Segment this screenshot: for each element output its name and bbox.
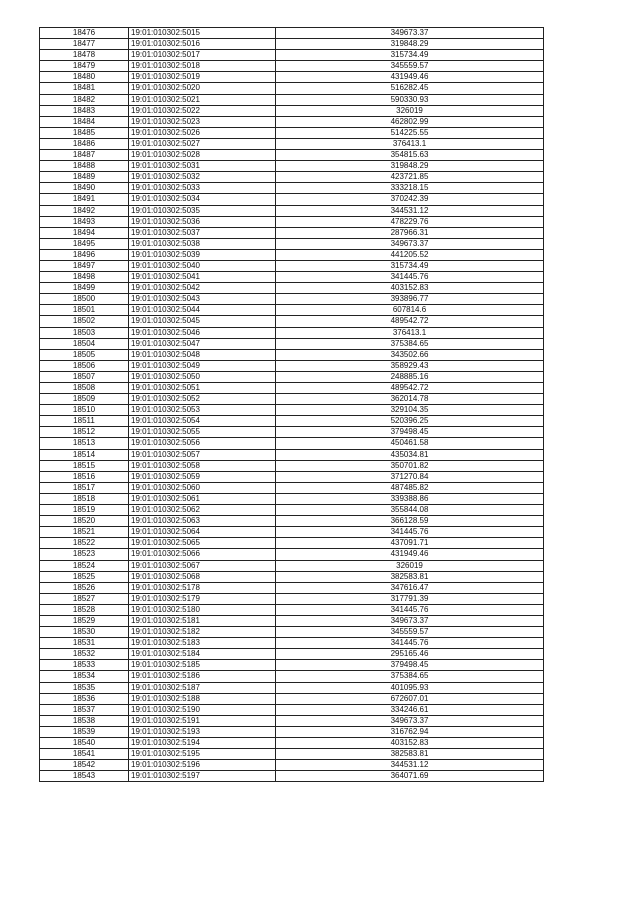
table-row bbox=[40, 738, 544, 749]
cadastral-number-cell: 19:01:010302:5066 bbox=[129, 549, 276, 560]
table-row bbox=[40, 715, 544, 726]
table-row bbox=[40, 693, 544, 704]
value-cell: 355844.08 bbox=[276, 505, 544, 516]
value-cell: 489542.72 bbox=[276, 316, 544, 327]
row-number-cell: 18501 bbox=[40, 305, 129, 316]
value-cell: 489542.72 bbox=[276, 383, 544, 394]
table-row bbox=[40, 560, 544, 571]
cadastral-number-cell: 19:01:010302:5062 bbox=[129, 505, 276, 516]
table-row bbox=[40, 593, 544, 604]
row-number-cell: 18479 bbox=[40, 61, 129, 72]
row-number-cell: 18505 bbox=[40, 349, 129, 360]
row-number-cell: 18493 bbox=[40, 216, 129, 227]
table-row bbox=[40, 105, 544, 116]
cadastral-number-cell: 19:01:010302:5023 bbox=[129, 116, 276, 127]
cadastral-number-cell: 19:01:010302:5181 bbox=[129, 615, 276, 626]
value-cell: 317791.39 bbox=[276, 593, 544, 604]
table-row bbox=[40, 638, 544, 649]
table-row bbox=[40, 349, 544, 360]
value-cell: 607814.6 bbox=[276, 305, 544, 316]
value-cell: 370242.39 bbox=[276, 194, 544, 205]
row-number-cell: 18536 bbox=[40, 693, 129, 704]
value-cell: 376413.1 bbox=[276, 327, 544, 338]
row-number-cell: 18490 bbox=[40, 183, 129, 194]
table-row bbox=[40, 183, 544, 194]
value-cell: 341445.76 bbox=[276, 638, 544, 649]
value-cell: 364071.69 bbox=[276, 771, 544, 782]
table-row bbox=[40, 549, 544, 560]
value-cell: 319848.29 bbox=[276, 161, 544, 172]
table-row bbox=[40, 260, 544, 271]
value-cell: 375384.65 bbox=[276, 338, 544, 349]
value-cell: 315734.49 bbox=[276, 50, 544, 61]
table-row bbox=[40, 627, 544, 638]
value-cell: 379498.45 bbox=[276, 660, 544, 671]
table-row bbox=[40, 660, 544, 671]
table-row bbox=[40, 327, 544, 338]
table-row bbox=[40, 272, 544, 283]
value-cell: 431949.46 bbox=[276, 72, 544, 83]
table-row bbox=[40, 127, 544, 138]
table-row bbox=[40, 582, 544, 593]
value-cell: 379498.45 bbox=[276, 427, 544, 438]
cadastral-number-cell: 19:01:010302:5063 bbox=[129, 516, 276, 527]
value-cell: 371270.84 bbox=[276, 471, 544, 482]
cadastral-number-cell: 19:01:010302:5187 bbox=[129, 682, 276, 693]
cadastral-value-table bbox=[39, 27, 544, 782]
table-row bbox=[40, 39, 544, 50]
table-row bbox=[40, 216, 544, 227]
value-cell: 478229.76 bbox=[276, 216, 544, 227]
table-row bbox=[40, 604, 544, 615]
table-row bbox=[40, 405, 544, 416]
row-number-cell: 18498 bbox=[40, 272, 129, 283]
cadastral-number-cell: 19:01:010302:5035 bbox=[129, 205, 276, 216]
row-number-cell: 18504 bbox=[40, 338, 129, 349]
value-cell: 345559.57 bbox=[276, 627, 544, 638]
row-number-cell: 18524 bbox=[40, 560, 129, 571]
value-cell: 349673.37 bbox=[276, 615, 544, 626]
value-cell: 435034.81 bbox=[276, 449, 544, 460]
cadastral-number-cell: 19:01:010302:5017 bbox=[129, 50, 276, 61]
row-number-cell: 18485 bbox=[40, 127, 129, 138]
cadastral-number-cell: 19:01:010302:5042 bbox=[129, 283, 276, 294]
value-cell: 341445.76 bbox=[276, 527, 544, 538]
value-cell: 590330.93 bbox=[276, 94, 544, 105]
table-row bbox=[40, 205, 544, 216]
table-row bbox=[40, 138, 544, 149]
row-number-cell: 18512 bbox=[40, 427, 129, 438]
row-number-cell: 18516 bbox=[40, 471, 129, 482]
table-row bbox=[40, 416, 544, 427]
value-cell: 341445.76 bbox=[276, 272, 544, 283]
value-cell: 349673.37 bbox=[276, 238, 544, 249]
value-cell: 366128.59 bbox=[276, 516, 544, 527]
table-row bbox=[40, 371, 544, 382]
value-cell: 345559.57 bbox=[276, 61, 544, 72]
value-cell: 437091.71 bbox=[276, 538, 544, 549]
cadastral-number-cell: 19:01:010302:5055 bbox=[129, 427, 276, 438]
row-number-cell: 18494 bbox=[40, 227, 129, 238]
value-cell: 358929.43 bbox=[276, 360, 544, 371]
cadastral-number-cell: 19:01:010302:5179 bbox=[129, 593, 276, 604]
cadastral-number-cell: 19:01:010302:5043 bbox=[129, 294, 276, 305]
row-number-cell: 18492 bbox=[40, 205, 129, 216]
value-cell: 344531.12 bbox=[276, 205, 544, 216]
value-cell: 516282.45 bbox=[276, 83, 544, 94]
row-number-cell: 18477 bbox=[40, 39, 129, 50]
cadastral-number-cell: 19:01:010302:5051 bbox=[129, 383, 276, 394]
row-number-cell: 18518 bbox=[40, 493, 129, 504]
cadastral-number-cell: 19:01:010302:5027 bbox=[129, 138, 276, 149]
row-number-cell: 18488 bbox=[40, 161, 129, 172]
table-row bbox=[40, 471, 544, 482]
value-cell: 333218.15 bbox=[276, 183, 544, 194]
cadastral-number-cell: 19:01:010302:5015 bbox=[129, 28, 276, 39]
cadastral-number-cell: 19:01:010302:5056 bbox=[129, 438, 276, 449]
value-cell: 329104.35 bbox=[276, 405, 544, 416]
row-number-cell: 18491 bbox=[40, 194, 129, 205]
cadastral-number-cell: 19:01:010302:5047 bbox=[129, 338, 276, 349]
table-row bbox=[40, 249, 544, 260]
row-number-cell: 18499 bbox=[40, 283, 129, 294]
cadastral-number-cell: 19:01:010302:5031 bbox=[129, 161, 276, 172]
value-cell: 339388.86 bbox=[276, 493, 544, 504]
cadastral-number-cell: 19:01:010302:5190 bbox=[129, 704, 276, 715]
cadastral-number-cell: 19:01:010302:5068 bbox=[129, 571, 276, 582]
table-row bbox=[40, 682, 544, 693]
row-number-cell: 18529 bbox=[40, 615, 129, 626]
value-cell: 287966.31 bbox=[276, 227, 544, 238]
table-row bbox=[40, 194, 544, 205]
cadastral-number-cell: 19:01:010302:5040 bbox=[129, 260, 276, 271]
row-number-cell: 18530 bbox=[40, 627, 129, 638]
row-number-cell: 18528 bbox=[40, 604, 129, 615]
row-number-cell: 18517 bbox=[40, 482, 129, 493]
cadastral-number-cell: 19:01:010302:5180 bbox=[129, 604, 276, 615]
row-number-cell: 18486 bbox=[40, 138, 129, 149]
cadastral-number-cell: 19:01:010302:5183 bbox=[129, 638, 276, 649]
cadastral-number-cell: 19:01:010302:5036 bbox=[129, 216, 276, 227]
cadastral-number-cell: 19:01:010302:5032 bbox=[129, 172, 276, 183]
value-cell: 520396.25 bbox=[276, 416, 544, 427]
cadastral-number-cell: 19:01:010302:5020 bbox=[129, 83, 276, 94]
cadastral-number-cell: 19:01:010302:5050 bbox=[129, 371, 276, 382]
cadastral-number-cell: 19:01:010302:5049 bbox=[129, 360, 276, 371]
table-row bbox=[40, 749, 544, 760]
row-number-cell: 18509 bbox=[40, 394, 129, 405]
cadastral-number-cell: 19:01:010302:5065 bbox=[129, 538, 276, 549]
table-row bbox=[40, 294, 544, 305]
value-cell: 403152.83 bbox=[276, 738, 544, 749]
cadastral-number-cell: 19:01:010302:5064 bbox=[129, 527, 276, 538]
value-cell: 326019 bbox=[276, 560, 544, 571]
value-cell: 248885.16 bbox=[276, 371, 544, 382]
cadastral-number-cell: 19:01:010302:5026 bbox=[129, 127, 276, 138]
row-number-cell: 18489 bbox=[40, 172, 129, 183]
cadastral-number-cell: 19:01:010302:5021 bbox=[129, 94, 276, 105]
table-row bbox=[40, 760, 544, 771]
row-number-cell: 18481 bbox=[40, 83, 129, 94]
value-cell: 350701.82 bbox=[276, 460, 544, 471]
table-row bbox=[40, 427, 544, 438]
table-row bbox=[40, 493, 544, 504]
cadastral-number-cell: 19:01:010302:5045 bbox=[129, 316, 276, 327]
table-row bbox=[40, 172, 544, 183]
cadastral-number-cell: 19:01:010302:5016 bbox=[129, 39, 276, 50]
row-number-cell: 18500 bbox=[40, 294, 129, 305]
row-number-cell: 18497 bbox=[40, 260, 129, 271]
row-number-cell: 18539 bbox=[40, 726, 129, 737]
value-cell: 375384.65 bbox=[276, 671, 544, 682]
cadastral-number-cell: 19:01:010302:5046 bbox=[129, 327, 276, 338]
table-row bbox=[40, 83, 544, 94]
row-number-cell: 18495 bbox=[40, 238, 129, 249]
row-number-cell: 18543 bbox=[40, 771, 129, 782]
table-row bbox=[40, 316, 544, 327]
value-cell: 341445.76 bbox=[276, 604, 544, 615]
cadastral-number-cell: 19:01:010302:5193 bbox=[129, 726, 276, 737]
table-row bbox=[40, 482, 544, 493]
cadastral-number-cell: 19:01:010302:5060 bbox=[129, 482, 276, 493]
value-cell: 334246.61 bbox=[276, 704, 544, 715]
row-number-cell: 18535 bbox=[40, 682, 129, 693]
row-number-cell: 18537 bbox=[40, 704, 129, 715]
table-row bbox=[40, 438, 544, 449]
value-cell: 450461.58 bbox=[276, 438, 544, 449]
table-row bbox=[40, 283, 544, 294]
cadastral-number-cell: 19:01:010302:5037 bbox=[129, 227, 276, 238]
row-number-cell: 18482 bbox=[40, 94, 129, 105]
table-row bbox=[40, 150, 544, 161]
cadastral-number-cell: 19:01:010302:5028 bbox=[129, 150, 276, 161]
row-number-cell: 18531 bbox=[40, 638, 129, 649]
value-cell: 403152.83 bbox=[276, 283, 544, 294]
table-row bbox=[40, 238, 544, 249]
row-number-cell: 18526 bbox=[40, 582, 129, 593]
table-row bbox=[40, 704, 544, 715]
table-row bbox=[40, 649, 544, 660]
value-cell: 423721.85 bbox=[276, 172, 544, 183]
cadastral-number-cell: 19:01:010302:5022 bbox=[129, 105, 276, 116]
value-cell: 487485.82 bbox=[276, 482, 544, 493]
row-number-cell: 18476 bbox=[40, 28, 129, 39]
value-cell: 344531.12 bbox=[276, 760, 544, 771]
value-cell: 349673.37 bbox=[276, 28, 544, 39]
table-row bbox=[40, 505, 544, 516]
cadastral-number-cell: 19:01:010302:5018 bbox=[129, 61, 276, 72]
row-number-cell: 18508 bbox=[40, 383, 129, 394]
row-number-cell: 18484 bbox=[40, 116, 129, 127]
row-number-cell: 18506 bbox=[40, 360, 129, 371]
row-number-cell: 18510 bbox=[40, 405, 129, 416]
value-cell: 441205.52 bbox=[276, 249, 544, 260]
value-cell: 354815.63 bbox=[276, 150, 544, 161]
row-number-cell: 18513 bbox=[40, 438, 129, 449]
cadastral-number-cell: 19:01:010302:5184 bbox=[129, 649, 276, 660]
table-row bbox=[40, 571, 544, 582]
value-cell: 672607.01 bbox=[276, 693, 544, 704]
cadastral-number-cell: 19:01:010302:5057 bbox=[129, 449, 276, 460]
cadastral-number-cell: 19:01:010302:5191 bbox=[129, 715, 276, 726]
value-cell: 319848.29 bbox=[276, 39, 544, 50]
value-cell: 431949.46 bbox=[276, 549, 544, 560]
row-number-cell: 18521 bbox=[40, 527, 129, 538]
cadastral-number-cell: 19:01:010302:5034 bbox=[129, 194, 276, 205]
value-cell: 349673.37 bbox=[276, 715, 544, 726]
table-row bbox=[40, 527, 544, 538]
cadastral-number-cell: 19:01:010302:5061 bbox=[129, 493, 276, 504]
table-row bbox=[40, 305, 544, 316]
value-cell: 376413.1 bbox=[276, 138, 544, 149]
value-cell: 343502.66 bbox=[276, 349, 544, 360]
cadastral-number-cell: 19:01:010302:5054 bbox=[129, 416, 276, 427]
cadastral-number-cell: 19:01:010302:5178 bbox=[129, 582, 276, 593]
table-row bbox=[40, 161, 544, 172]
row-number-cell: 18541 bbox=[40, 749, 129, 760]
row-number-cell: 18519 bbox=[40, 505, 129, 516]
row-number-cell: 18511 bbox=[40, 416, 129, 427]
value-cell: 514225.55 bbox=[276, 127, 544, 138]
row-number-cell: 18533 bbox=[40, 660, 129, 671]
cadastral-number-cell: 19:01:010302:5048 bbox=[129, 349, 276, 360]
cadastral-number-cell: 19:01:010302:5186 bbox=[129, 671, 276, 682]
row-number-cell: 18542 bbox=[40, 760, 129, 771]
row-number-cell: 18487 bbox=[40, 150, 129, 161]
table-row bbox=[40, 227, 544, 238]
cadastral-number-cell: 19:01:010302:5197 bbox=[129, 771, 276, 782]
row-number-cell: 18503 bbox=[40, 327, 129, 338]
cadastral-number-cell: 19:01:010302:5041 bbox=[129, 272, 276, 283]
value-cell: 401095.93 bbox=[276, 682, 544, 693]
cadastral-number-cell: 19:01:010302:5059 bbox=[129, 471, 276, 482]
row-number-cell: 18478 bbox=[40, 50, 129, 61]
cadastral-number-cell: 19:01:010302:5185 bbox=[129, 660, 276, 671]
table-row bbox=[40, 771, 544, 782]
table-row bbox=[40, 460, 544, 471]
value-cell: 462802.99 bbox=[276, 116, 544, 127]
row-number-cell: 18520 bbox=[40, 516, 129, 527]
cadastral-number-cell: 19:01:010302:5182 bbox=[129, 627, 276, 638]
row-number-cell: 18525 bbox=[40, 571, 129, 582]
cadastral-number-cell: 19:01:010302:5039 bbox=[129, 249, 276, 260]
table-row bbox=[40, 383, 544, 394]
table-row bbox=[40, 538, 544, 549]
row-number-cell: 18483 bbox=[40, 105, 129, 116]
cadastral-number-cell: 19:01:010302:5067 bbox=[129, 560, 276, 571]
table-row bbox=[40, 516, 544, 527]
value-cell: 393896.77 bbox=[276, 294, 544, 305]
value-cell: 362014.78 bbox=[276, 394, 544, 405]
table-row bbox=[40, 28, 544, 39]
cadastral-number-cell: 19:01:010302:5033 bbox=[129, 183, 276, 194]
value-cell: 382583.81 bbox=[276, 749, 544, 760]
cadastral-number-cell: 19:01:010302:5019 bbox=[129, 72, 276, 83]
value-cell: 326019 bbox=[276, 105, 544, 116]
cadastral-number-cell: 19:01:010302:5052 bbox=[129, 394, 276, 405]
table-row bbox=[40, 394, 544, 405]
row-number-cell: 18540 bbox=[40, 738, 129, 749]
table-row bbox=[40, 449, 544, 460]
table-body bbox=[40, 28, 544, 782]
row-number-cell: 18507 bbox=[40, 371, 129, 382]
row-number-cell: 18538 bbox=[40, 715, 129, 726]
table-row bbox=[40, 360, 544, 371]
row-number-cell: 18496 bbox=[40, 249, 129, 260]
table-row bbox=[40, 726, 544, 737]
cadastral-number-cell: 19:01:010302:5038 bbox=[129, 238, 276, 249]
cadastral-number-cell: 19:01:010302:5196 bbox=[129, 760, 276, 771]
value-cell: 315734.49 bbox=[276, 260, 544, 271]
row-number-cell: 18527 bbox=[40, 593, 129, 604]
row-number-cell: 18534 bbox=[40, 671, 129, 682]
value-cell: 316762.94 bbox=[276, 726, 544, 737]
value-cell: 382583.81 bbox=[276, 571, 544, 582]
cadastral-number-cell: 19:01:010302:5188 bbox=[129, 693, 276, 704]
table-row bbox=[40, 94, 544, 105]
cadastral-number-cell: 19:01:010302:5053 bbox=[129, 405, 276, 416]
cadastral-number-cell: 19:01:010302:5194 bbox=[129, 738, 276, 749]
table-row bbox=[40, 615, 544, 626]
row-number-cell: 18480 bbox=[40, 72, 129, 83]
cadastral-number-cell: 19:01:010302:5044 bbox=[129, 305, 276, 316]
cadastral-number-cell: 19:01:010302:5195 bbox=[129, 749, 276, 760]
row-number-cell: 18502 bbox=[40, 316, 129, 327]
table-row bbox=[40, 61, 544, 72]
table-row bbox=[40, 50, 544, 61]
table-row bbox=[40, 116, 544, 127]
table-row bbox=[40, 72, 544, 83]
row-number-cell: 18515 bbox=[40, 460, 129, 471]
value-cell: 347616.47 bbox=[276, 582, 544, 593]
row-number-cell: 18522 bbox=[40, 538, 129, 549]
table-row bbox=[40, 338, 544, 349]
value-cell: 295165.46 bbox=[276, 649, 544, 660]
table-row bbox=[40, 671, 544, 682]
row-number-cell: 18532 bbox=[40, 649, 129, 660]
row-number-cell: 18523 bbox=[40, 549, 129, 560]
cadastral-number-cell: 19:01:010302:5058 bbox=[129, 460, 276, 471]
row-number-cell: 18514 bbox=[40, 449, 129, 460]
